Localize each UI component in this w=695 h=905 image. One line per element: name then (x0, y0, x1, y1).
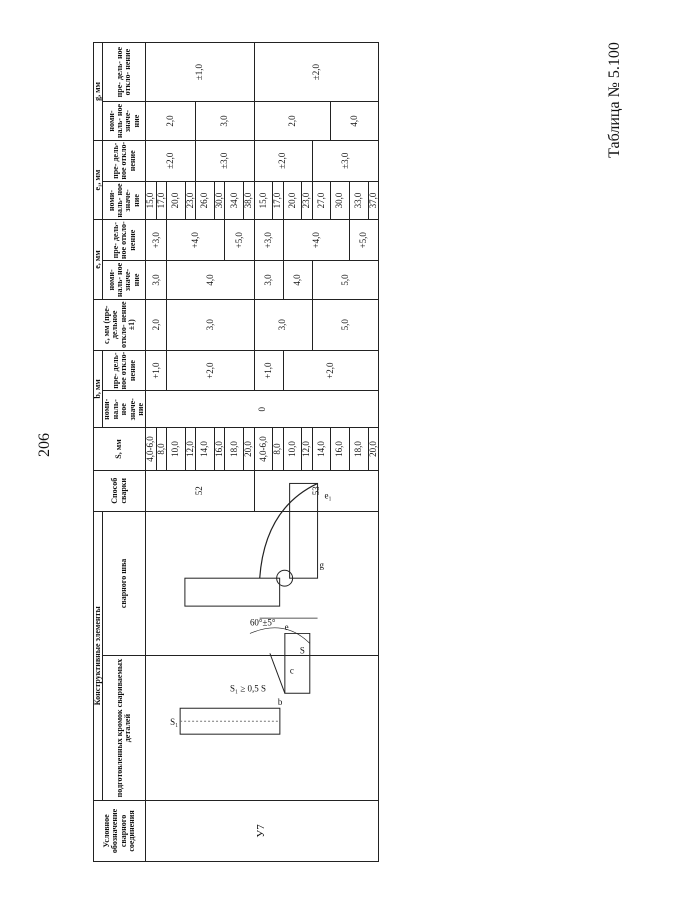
g-label: g (319, 560, 325, 571)
header-e-nominal: номи- наль- ное значе- ние (103, 261, 146, 300)
e-dev-cell: +3,0 (146, 220, 167, 261)
s-cell: 16,0 (214, 428, 224, 471)
b-dev-cell: +1,0 (146, 350, 167, 391)
e-nom-cell: 5,0 (312, 261, 379, 300)
e1-nom-cell: 27,0 (312, 181, 331, 220)
g-nom-cell: 2,0 (146, 102, 196, 141)
e-dev-cell: +5,0 (225, 220, 254, 261)
header-s: S, мм (94, 428, 146, 471)
g-dev-cell: ±1,0 (146, 43, 254, 102)
e-nom-cell: 3,0 (254, 261, 283, 300)
e1-nom-cell: 20,0 (283, 181, 302, 220)
header-row-1 (94, 43, 103, 862)
e1-nom-cell: 15,0 (146, 181, 156, 220)
g-nom-cell: 2,0 (254, 102, 331, 141)
e-nom-cell: 4,0 (167, 261, 254, 300)
table-row (146, 43, 156, 862)
header-method: Способ сварки (94, 470, 146, 511)
s-cell: 10,0 (167, 428, 186, 471)
e1-dev-cell: ±2,0 (254, 140, 312, 181)
e1-nom-cell: 30,0 (331, 181, 350, 220)
b-dev-cell: +2,0 (283, 350, 379, 391)
e1-nom-cell: 20,0 (167, 181, 186, 220)
s1-label: S₁ (170, 717, 179, 728)
header-designation: Условное обозначение сварного соединения (94, 800, 146, 861)
e1-dev-cell: ±2,0 (146, 140, 196, 181)
e-nom-cell: 3,0 (146, 261, 167, 300)
b-dev-cell: +2,0 (167, 350, 254, 391)
header-b-nominal: номи- наль- ное значе- ние (103, 391, 146, 428)
c-cell: 2,0 (146, 299, 167, 350)
e1-nom-cell: 33,0 (350, 181, 369, 220)
e1-dev-cell: ±3,0 (196, 140, 254, 181)
header-e1-deviation: пре- дель- ное откло- нение (103, 140, 146, 181)
header-b-deviation: пре- дель- ное откло- нение (103, 350, 146, 391)
header-g: g, мм (94, 43, 103, 141)
s-cell: 14,0 (312, 428, 331, 471)
s-cell: 4,0-6,0 (254, 428, 273, 471)
e1-nom-cell: 23,0 (302, 181, 312, 220)
e1-nom-cell: 34,0 (225, 181, 244, 220)
e-nom-cell: 4,0 (283, 261, 312, 300)
edge-prep-drawing (145, 617, 377, 799)
s-cell: 20,0 (244, 428, 254, 471)
s-cell: 16,0 (331, 428, 350, 471)
s-cell: 18,0 (225, 428, 244, 471)
method-cell: 52 (146, 470, 254, 511)
e1-dev-cell: ±3,0 (312, 140, 379, 181)
e1-nom-cell: 15,0 (254, 181, 273, 220)
header-g-deviation: пре- дель- ное откло- нение (103, 43, 146, 102)
e1-nom-cell: 17,0 (156, 181, 166, 220)
header-c: c, мм (пре- дельное откло- нение ±1) (94, 299, 146, 350)
e1-nom-cell: 17,0 (273, 181, 283, 220)
header-elements: Конструктивные элементы (94, 511, 103, 800)
c-cell: 3,0 (167, 299, 254, 350)
angle-label: 60°±5° (250, 617, 276, 628)
s-cell: 4,0-6,0 (146, 428, 156, 471)
s-cell: 8,0 (273, 428, 283, 471)
s-label: S (299, 645, 305, 656)
s-cell: 12,0 (302, 428, 312, 471)
rotated-table-wrapper (93, 42, 378, 862)
b-label: b (278, 697, 283, 708)
s-cell: 10,0 (283, 428, 302, 471)
c-label: c (289, 665, 294, 676)
b-dev-cell: +1,0 (254, 350, 283, 391)
weld-table (93, 42, 379, 862)
e1-nom-cell: 37,0 (368, 181, 378, 220)
b-nominal-cell: 0 (146, 391, 379, 428)
e1-nom-cell: 23,0 (185, 181, 195, 220)
e-dev-cell: +3,0 (254, 220, 283, 261)
s-cell: 12,0 (185, 428, 195, 471)
e1-nom-cell: 26,0 (196, 181, 215, 220)
g-nom-cell: 3,0 (196, 102, 254, 141)
header-e1-nominal: номи- наль- ное значе- ние (103, 181, 146, 220)
header-b: b, мм (94, 350, 103, 427)
table-title-text: Таблица № 5.100 (605, 42, 623, 158)
e1-label: e₁ (324, 490, 332, 501)
e-dev-cell: +5,0 (350, 220, 379, 261)
page-number (30, 425, 60, 465)
e-label: e (284, 622, 289, 633)
prepared-edges-drawing (146, 617, 379, 801)
s-cell: 14,0 (196, 428, 215, 471)
header-weld: сварного шва (103, 511, 146, 656)
e1-nom-cell: 38,0 (244, 181, 254, 220)
table-title (535, 42, 695, 158)
header-g-nominal: номи- наль- ное значе- ние (103, 102, 146, 141)
c-cell: 5,0 (312, 299, 379, 350)
method-cell: 53 (254, 470, 379, 511)
e-dev-cell: +4,0 (283, 220, 349, 261)
s-cell: 20,0 (368, 428, 378, 471)
header-e: e, мм (94, 220, 103, 299)
header-e1: e₁, мм (94, 140, 103, 219)
s-cell: 8,0 (156, 428, 166, 471)
e1-nom-cell: 30,0 (214, 181, 224, 220)
g-nom-cell: 4,0 (331, 102, 379, 141)
page-number-text: 206 (36, 433, 53, 457)
c-cell: 3,0 (254, 299, 312, 350)
designation-cell: У7 (146, 800, 379, 861)
s-cell: 18,0 (350, 428, 369, 471)
g-dev-cell: ±2,0 (254, 43, 379, 102)
header-e-deviation: пре- дель- ное откло- нение (103, 220, 146, 261)
header-prepared-edges: подготовленных кромок свариваемых деталей (103, 656, 146, 801)
s-condition: S₁ ≥ 0,5 S (230, 683, 267, 694)
e-dev-cell: +4,0 (167, 220, 225, 261)
